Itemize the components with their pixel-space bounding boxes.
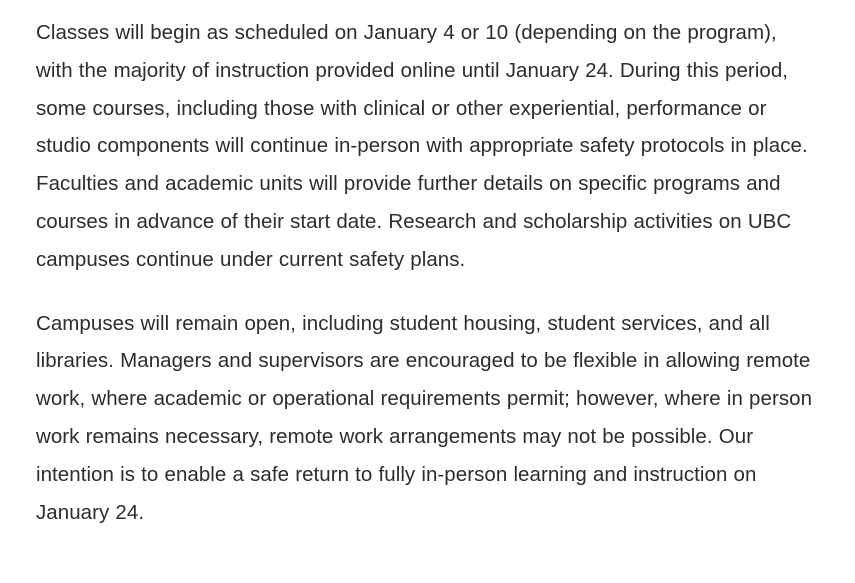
paragraph-1: Classes will begin as scheduled on January 4 or 10 (depending on the program), with the majority of instruction provided online until January 24. During this period, some courses, including those with clinical or other experiential, performance or studio components will continue in-person with appropriate safety protocols in place. Faculties and academic units will provide further details on specific programs and courses in advance of their start date. Research and scholarship activities on UBC campuses continue under current safety plans. [36, 21, 808, 271]
paragraph-2: Campuses will remain open, including student housing, student services, and all libraries. Managers and supervisors are encouraged to be flexible in allowing remote work, where academic or operational requirements permit; however, where in person work remains necessary, remote work arrangements may not be possible. Our intention is to enable a safe return to fully in-person learning and instruction on January 24. [36, 311, 813, 524]
